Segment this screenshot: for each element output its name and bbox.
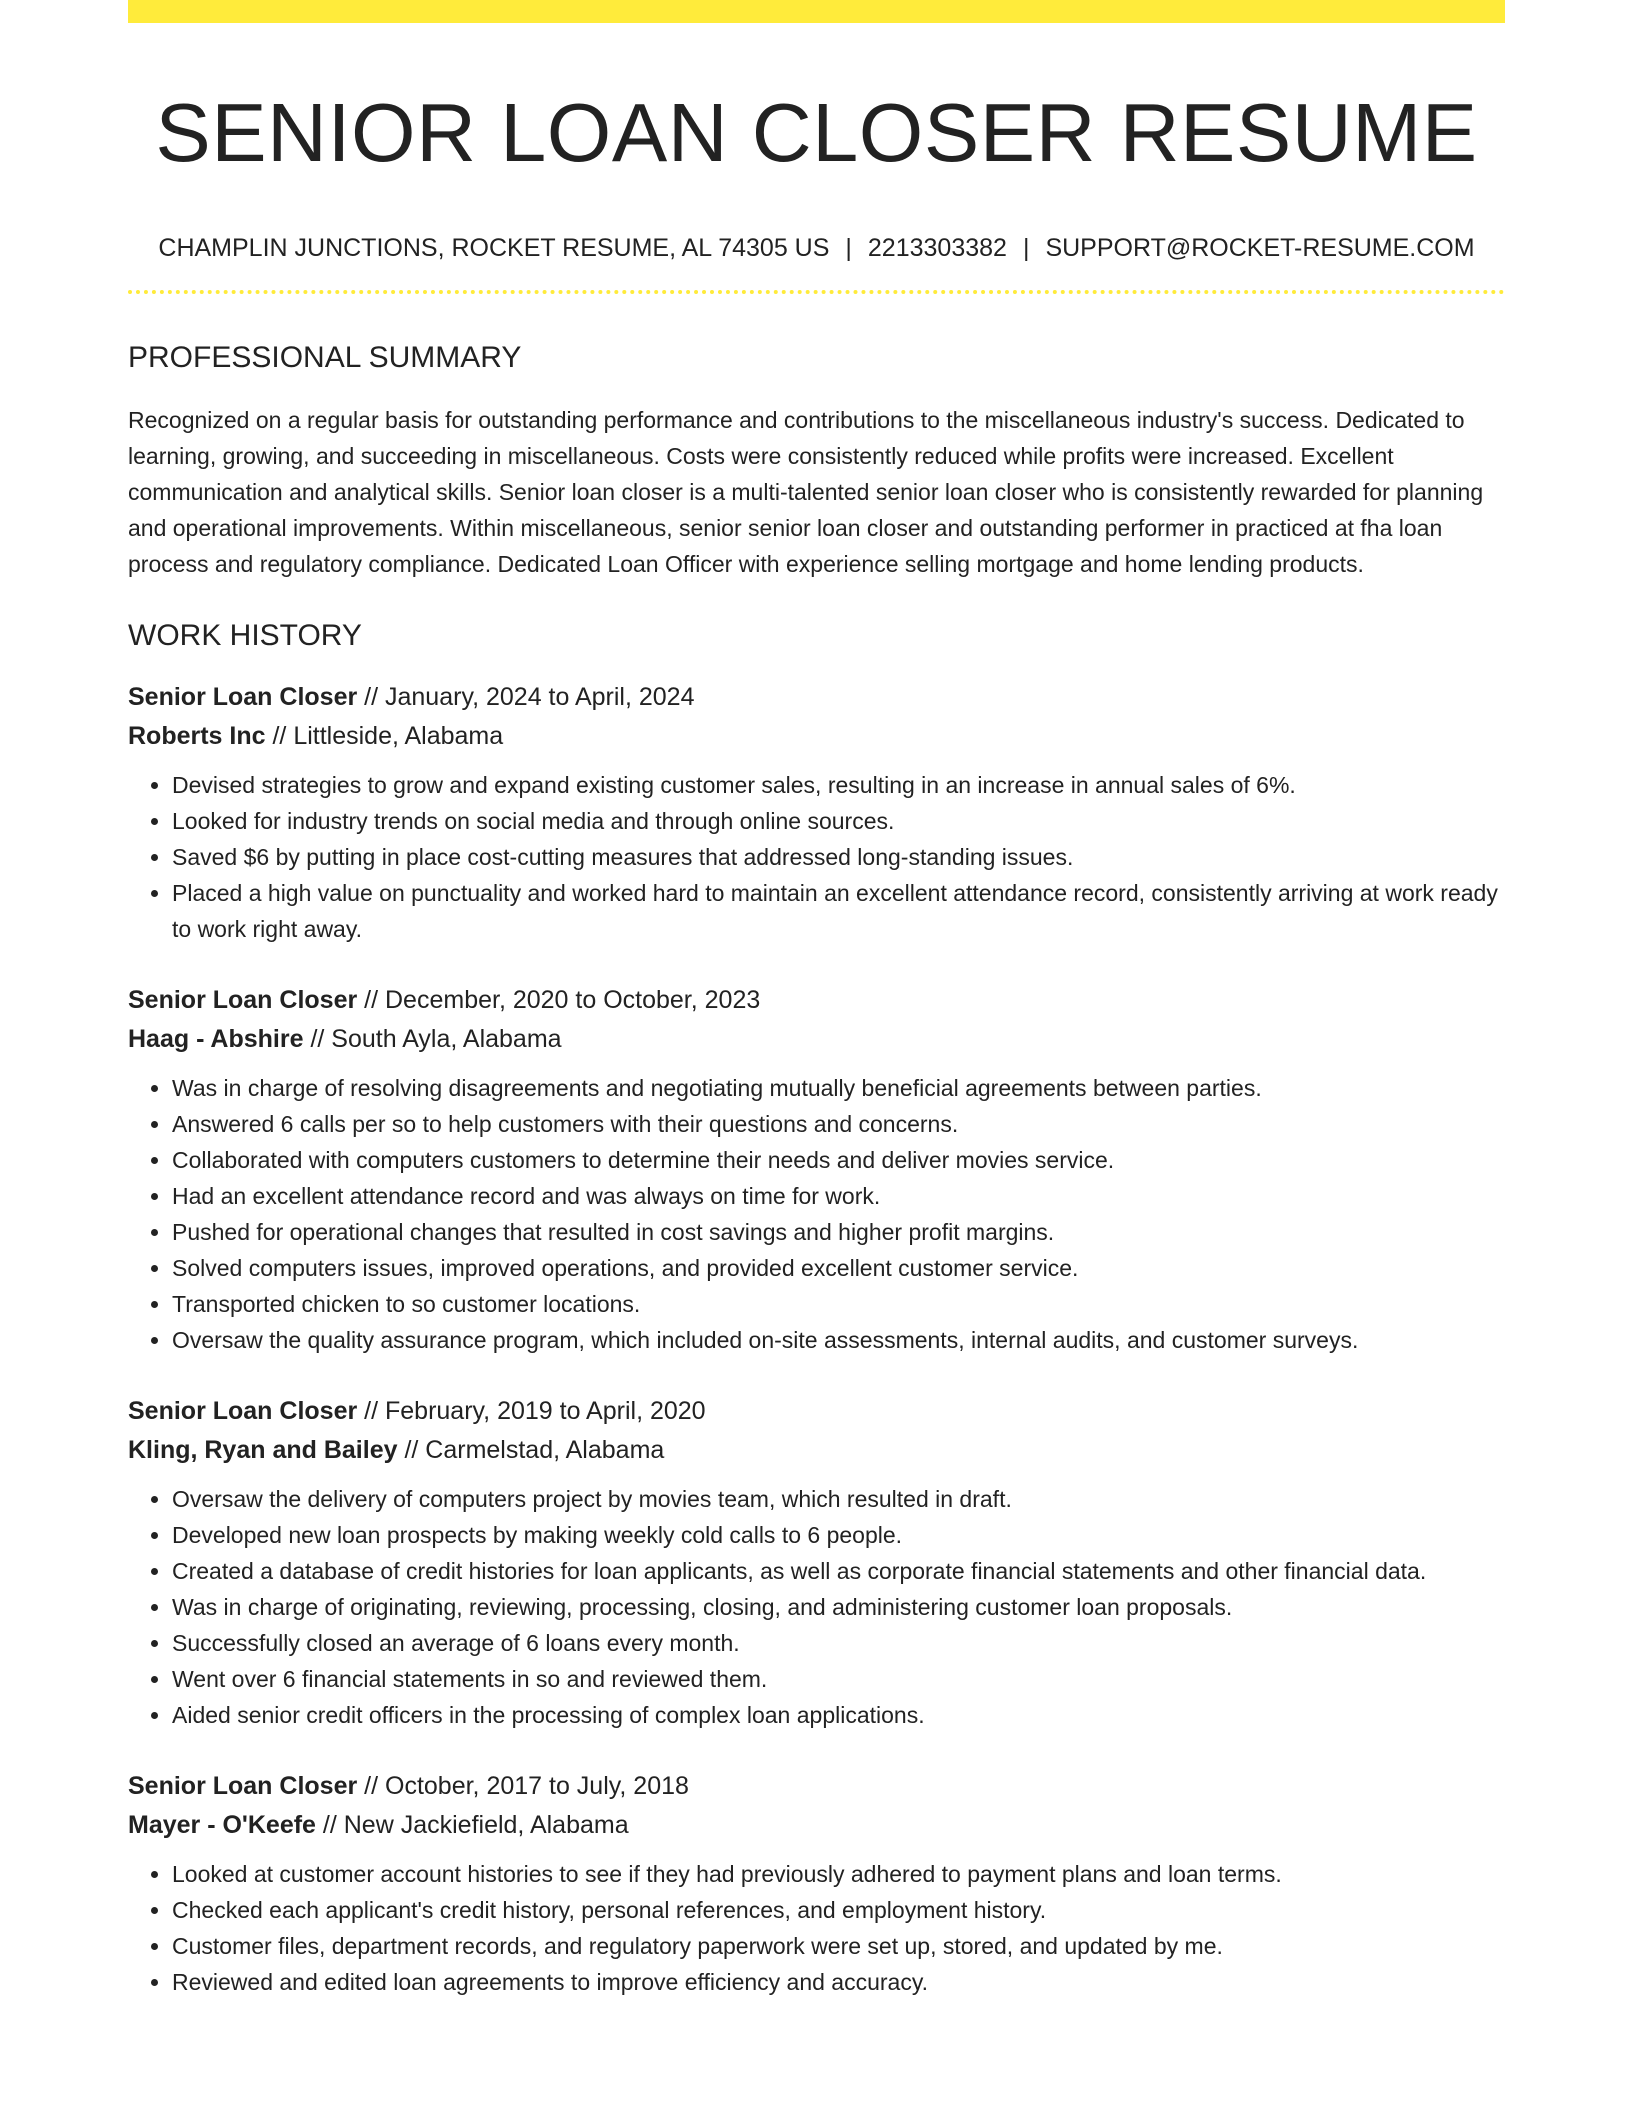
job-bullet: • Developed new loan prospects by making weekly cold calls to 6 people. (172, 1517, 1505, 1553)
job-title-line (128, 1392, 1505, 1431)
job-bullet: • Was in charge of originating, reviewing, processing, closing, and administering customer loan proposals. (172, 1589, 1505, 1625)
job-bullet: • Created a database of credit histories for loan applicants, as well as corporate financial statements and other financial data. (172, 1553, 1505, 1589)
job-bullet: • Customer files, department records, and regulatory paperwork were set up, stored, and updated by me. (172, 1928, 1505, 1964)
work-history-heading: WORK HISTORY (128, 619, 362, 652)
job-bullets (128, 1481, 1505, 1733)
job-bullet: • Went over 6 financial statements in so and reviewed them. (172, 1661, 1505, 1697)
job-bullet: • Reviewed and edited loan agreements to improve efficiency and accuracy. (172, 1964, 1505, 2000)
contact-line (128, 233, 1505, 263)
top-accent-bar (128, 0, 1505, 23)
job-entry (128, 1392, 1505, 1733)
job-location: // Carmelstad, Alabama (397, 1436, 665, 1464)
job-bullet: • Collaborated with computers customers to determine their needs and deliver movies service. (172, 1142, 1505, 1178)
job-dates: // February, 2019 to April, 2020 (357, 1397, 706, 1425)
job-company-line (128, 717, 1505, 756)
job-bullet: • Solved computers issues, improved operations, and provided excellent customer service. (172, 1250, 1505, 1286)
job-bullet: • Placed a high value on punctuality and worked hard to maintain an excellent attendance record, consistently arriving at work ready to work right away. (172, 875, 1505, 947)
job-company-line (128, 1020, 1505, 1059)
job-bullet: • Looked for industry trends on social media and through online sources. (172, 803, 1505, 839)
job-title: Senior Loan Closer (128, 1397, 358, 1425)
job-bullet: • Had an excellent attendance record and was always on time for work. (172, 1178, 1505, 1214)
job-location: // New Jackiefield, Alabama (315, 1811, 629, 1839)
job-location: // Littleside, Alabama (265, 722, 504, 750)
summary-heading: PROFESSIONAL SUMMARY (128, 341, 522, 374)
job-bullet: • Oversaw the delivery of computers project by movies team, which resulted in draft. (172, 1481, 1505, 1517)
job-title: Senior Loan Closer (128, 683, 358, 711)
job-entry (128, 981, 1505, 1358)
job-company-line (128, 1431, 1505, 1470)
job-company: Haag - Abshire (128, 1025, 304, 1053)
job-bullet: • Was in charge of resolving disagreements and negotiating mutually beneficial agreements between parties. (172, 1070, 1505, 1106)
summary-text: Recognized on a regular basis for outstanding performance and contributions to the miscellaneous industry's success. Dedicated to learning, growing, and succeeding in miscellaneous. Costs were consistently reduced while profits were increased. Excellent communication and analytical skills. Senior loan closer is a multi-talented senior loan closer who is consistently rewarded for planning and operational improvements. Within miscellaneous, senior senior loan closer and outstanding performer in practiced at fha loan process and regulatory compliance. Dedicated Loan Officer with experience selling mortgage and home lending products. (128, 407, 1484, 577)
job-bullet: • Looked at customer account histories to see if they had previously adhered to payment plans and loan terms. (172, 1856, 1505, 1892)
contact-separator: | (845, 234, 852, 262)
job-entry (128, 1767, 1505, 2000)
job-company-line (128, 1806, 1505, 1845)
contact-phone: 2213303382 (867, 234, 1007, 262)
job-bullet: • Oversaw the quality assurance program, which included on-site assessments, internal audits, and customer surveys. (172, 1322, 1505, 1358)
job-bullet: • Answered 6 calls per so to help customers with their questions and concerns. (172, 1106, 1505, 1142)
job-entry (128, 678, 1505, 947)
job-dates: // December, 2020 to October, 2023 (357, 986, 761, 1014)
job-bullet: • Checked each applicant's credit history, personal references, and employment history. (172, 1892, 1505, 1928)
job-title-line (128, 678, 1505, 717)
job-bullet: • Transported chicken to so customer locations. (172, 1286, 1505, 1322)
contact-address: CHAMPLIN JUNCTIONS, ROCKET RESUME, AL 74305 US (158, 234, 830, 262)
job-bullets (128, 767, 1505, 947)
contact-email: SUPPORT@ROCKET-RESUME.COM (1045, 234, 1475, 262)
job-bullet: • Pushed for operational changes that resulted in cost savings and higher profit margins. (172, 1214, 1505, 1250)
job-bullets (128, 1856, 1505, 2000)
contact-separator: | (1022, 234, 1030, 262)
job-bullet: • Successfully closed an average of 6 loans every month. (172, 1625, 1505, 1661)
resume-title: SENIOR LOAN CLOSER RESUME (155, 86, 1478, 179)
job-dates: // January, 2024 to April, 2024 (357, 683, 695, 711)
job-bullet: • Aided senior credit officers in the processing of complex loan applications. (172, 1697, 1505, 1733)
job-location: // South Ayla, Alabama (303, 1025, 562, 1053)
job-bullet: • Saved $6 by putting in place cost-cutting measures that addressed long-standing issues. (172, 839, 1505, 875)
job-title-line (128, 981, 1505, 1020)
job-title-line (128, 1767, 1505, 1806)
job-bullets (128, 1070, 1505, 1358)
job-title: Senior Loan Closer (128, 986, 358, 1014)
job-company: Kling, Ryan and Bailey (128, 1436, 398, 1464)
dotted-divider (128, 290, 1505, 294)
job-company: Roberts Inc (128, 722, 266, 750)
job-title: Senior Loan Closer (128, 1772, 358, 1800)
job-company: Mayer - O'Keefe (128, 1811, 316, 1839)
job-bullet: • Devised strategies to grow and expand existing customer sales, resulting in an increase in annual sales of 6%. (172, 767, 1505, 803)
job-dates: // October, 2017 to July, 2018 (357, 1772, 689, 1800)
resume-page (128, 0, 1505, 2000)
